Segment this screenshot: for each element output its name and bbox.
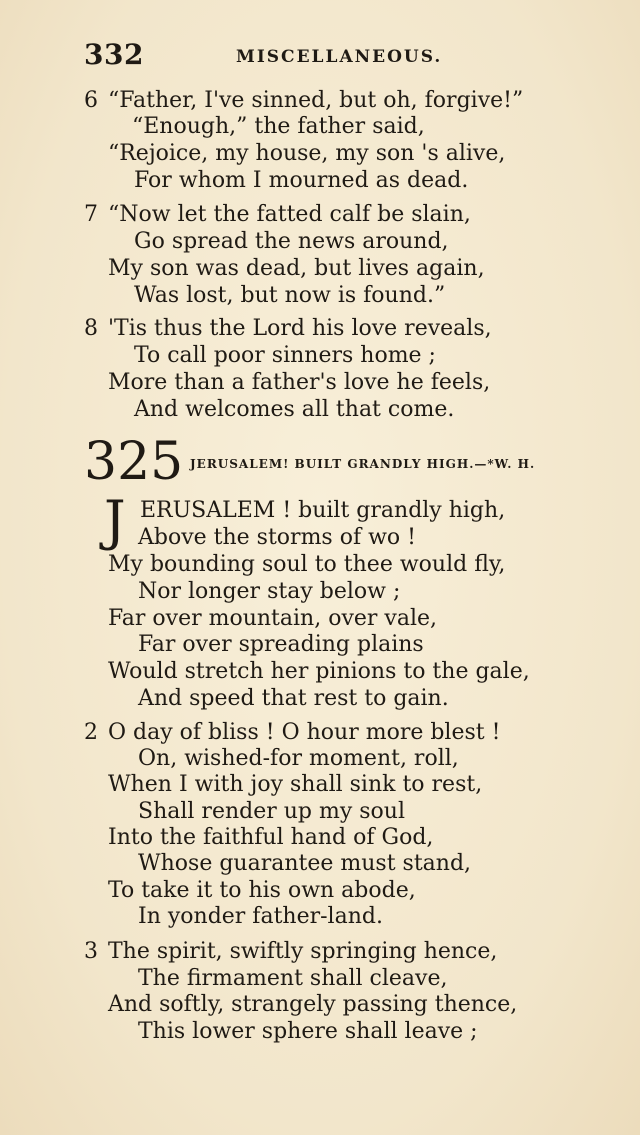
- verse-line: The firmament shall cleave,: [138, 966, 448, 991]
- verse-line: My son was dead, but lives again,: [108, 256, 485, 281]
- verse-number: 3: [84, 939, 98, 964]
- hymn-number: 325: [84, 432, 184, 492]
- verse-number: 8: [84, 316, 98, 341]
- verse-line: O day of bliss ! O hour more blest !: [108, 720, 501, 745]
- verse-line: When I with joy shall sink to rest,: [108, 772, 483, 797]
- page-title: MISCELLANEOUS.: [236, 47, 443, 67]
- verse-line: “Now let the fatted calf be slain,: [108, 202, 471, 227]
- verse-line: “Father, I've sinned, but oh, forgive!”: [108, 88, 524, 113]
- verse-line: More than a father's love he feels,: [108, 370, 491, 395]
- verse-number: 2: [84, 720, 98, 745]
- verse-number: 6: [84, 88, 98, 113]
- verse-line: The spirit, swiftly springing hence,: [108, 939, 498, 964]
- verse-line: To call poor sinners home ;: [134, 343, 436, 368]
- verse-line: Far over mountain, over vale,: [108, 606, 437, 631]
- verse-line: Go spread the news around,: [134, 229, 449, 254]
- verse-line: In yonder father-land.: [138, 904, 383, 929]
- verse-line: Above the storms of wo !: [138, 525, 417, 550]
- hymn-heading: JERUSALEM! BUILT GRANDLY HIGH.—*W. H.: [190, 457, 536, 471]
- verse-line: And speed that rest to gain.: [138, 686, 449, 711]
- verse-line: For whom I mourned as dead.: [134, 168, 469, 193]
- verse-line: And softly, strangely passing thence,: [108, 992, 518, 1017]
- verse-number: 7: [84, 202, 98, 227]
- page-number: 332: [84, 38, 144, 71]
- verse-line: Whose guarantee must stand,: [138, 851, 472, 876]
- verse-line: ERUSALEM ! built grandly high,: [140, 498, 506, 523]
- drop-cap: J: [104, 489, 126, 552]
- verse-line: “Rejoice, my house, my son 's alive,: [108, 141, 506, 166]
- verse-line: To take it to his own abode,: [108, 878, 416, 903]
- verse-line: This lower sphere shall leave ;: [138, 1019, 478, 1044]
- verse-line: Into the faithful hand of God,: [108, 825, 434, 850]
- verse-line: “Enough,” the father said,: [132, 114, 425, 139]
- verse-line: My bounding soul to thee would fly,: [108, 552, 506, 577]
- verse-line: On, wished-for moment, roll,: [138, 746, 459, 771]
- verse-line: 'Tis thus the Lord his love reveals,: [108, 316, 492, 341]
- verse-line: Far over spreading plains: [138, 632, 424, 657]
- verse-line: Nor longer stay below ;: [138, 579, 401, 604]
- verse-line: And welcomes all that come.: [134, 397, 455, 422]
- verse-line: Would stretch her pinions to the gale,: [108, 659, 530, 684]
- verse-line: Was lost, but now is found.”: [134, 283, 446, 308]
- verse-line: Shall render up my soul: [138, 799, 406, 824]
